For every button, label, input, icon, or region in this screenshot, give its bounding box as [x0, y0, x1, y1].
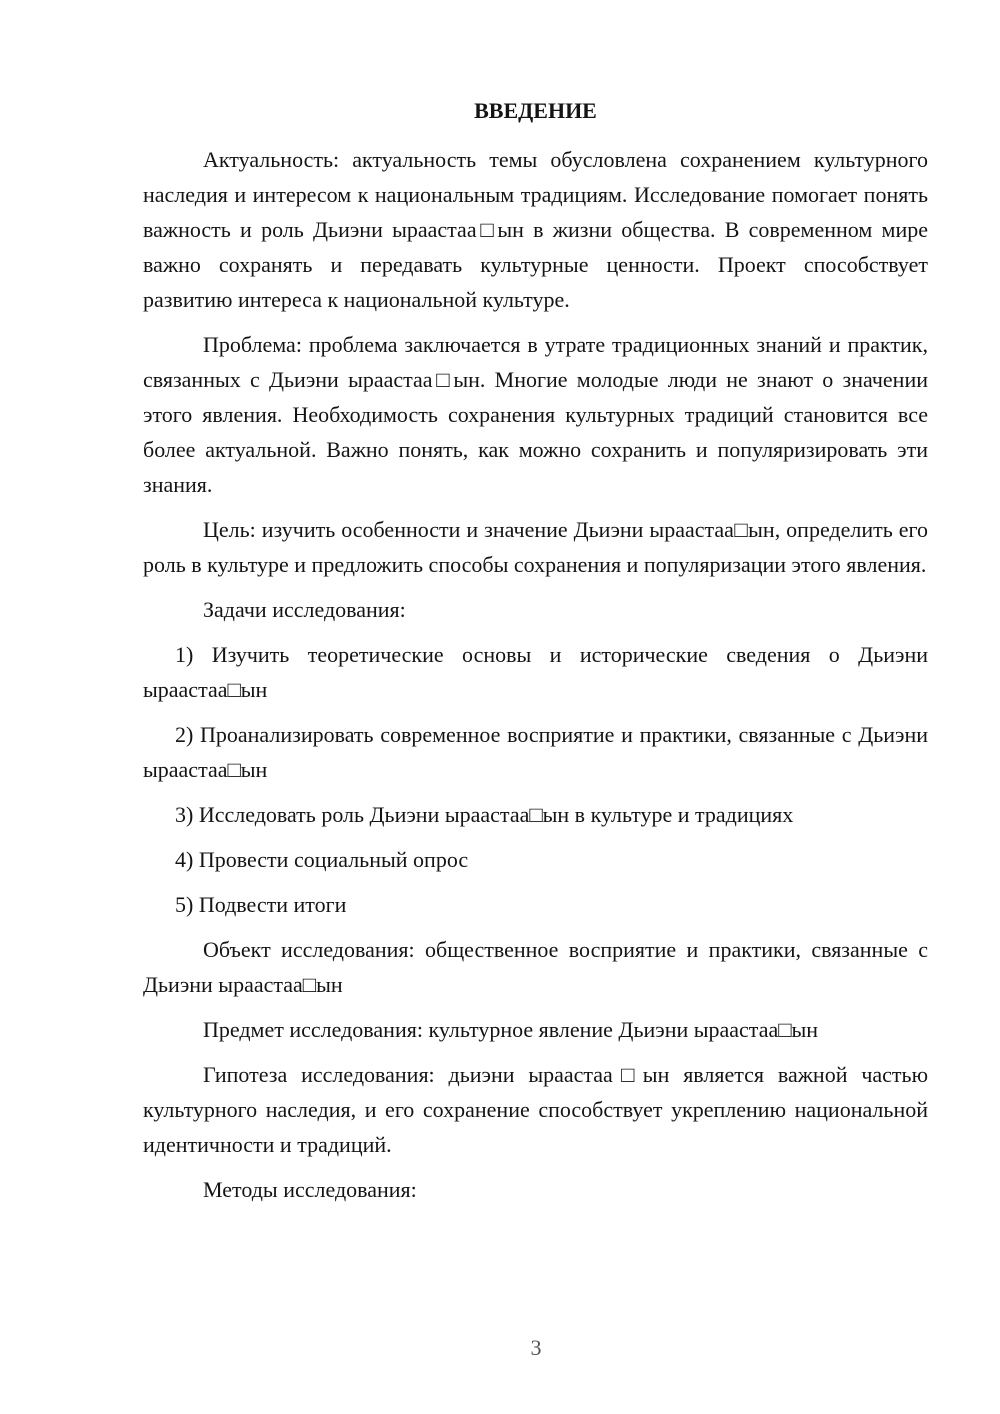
paragraph-subject: Предмет исследования: культурное явление Дьиэни ыраастаа□ын	[203, 1017, 819, 1042]
task-item-4: 4) Провести социальный опрос	[175, 847, 469, 872]
task-item-2: 2) Проанализировать современное восприятие и практики, связанные с Дьиэни ыраастаа□ын	[143, 722, 928, 782]
paragraph-goal: Цель: изучить особенности и значение Дьиэни ыраастаа□ын, определить его роль в культуре и предложить способы сохранения и популяризации этого явления.	[143, 517, 928, 577]
paragraph-hypothesis: Гипотеза исследования: дьиэни ыраастаа□ын является важной частью культурного наследия, и его сохранение способствует укреплению национальной идентичности и традиций.	[143, 1062, 928, 1157]
section-title: ВВЕДЕНИЕ	[474, 98, 597, 123]
paragraph-object: Объект исследования: общественное восприятие и практики, связанные с Дьиэни ыраастаа□ын	[143, 937, 928, 997]
paragraph-relevance: Актуальность: актуальность темы обусловлена сохранением культурного наследия и интересом к национальным традициям. Исследование помогает понять важность и роль Дьиэни ыраастаа□ын в жизни общества. В современном мире важно сохранять и передавать культурные ценности. Проект способствует развитию интереса к национальной культуре.	[143, 147, 928, 312]
paragraph-problem: Проблема: проблема заключается в утрате традиционных знаний и практик, связанных с Дьиэни ыраастаа□ын. Многие молодые люди не знают о значении этого явления. Необходимость сохранения культурных традиций становится все более актуальной. Важно понять, как можно сохранить и популяризировать эти знания.	[143, 332, 928, 497]
task-item-3: 3) Исследовать роль Дьиэни ыраастаа□ын в культуре и традициях	[175, 802, 794, 827]
paragraph-tasks-heading: Задачи исследования:	[203, 597, 406, 622]
document-body	[143, 93, 928, 1217]
task-item-1: 1) Изучить теоретические основы и исторические сведения о Дьиэни ыраастаа□ын	[143, 642, 928, 702]
paragraph-methods-heading: Методы исследования:	[203, 1177, 417, 1202]
page-number: 3	[530, 1335, 542, 1360]
task-item-5: 5) Подвести итоги	[175, 892, 347, 917]
